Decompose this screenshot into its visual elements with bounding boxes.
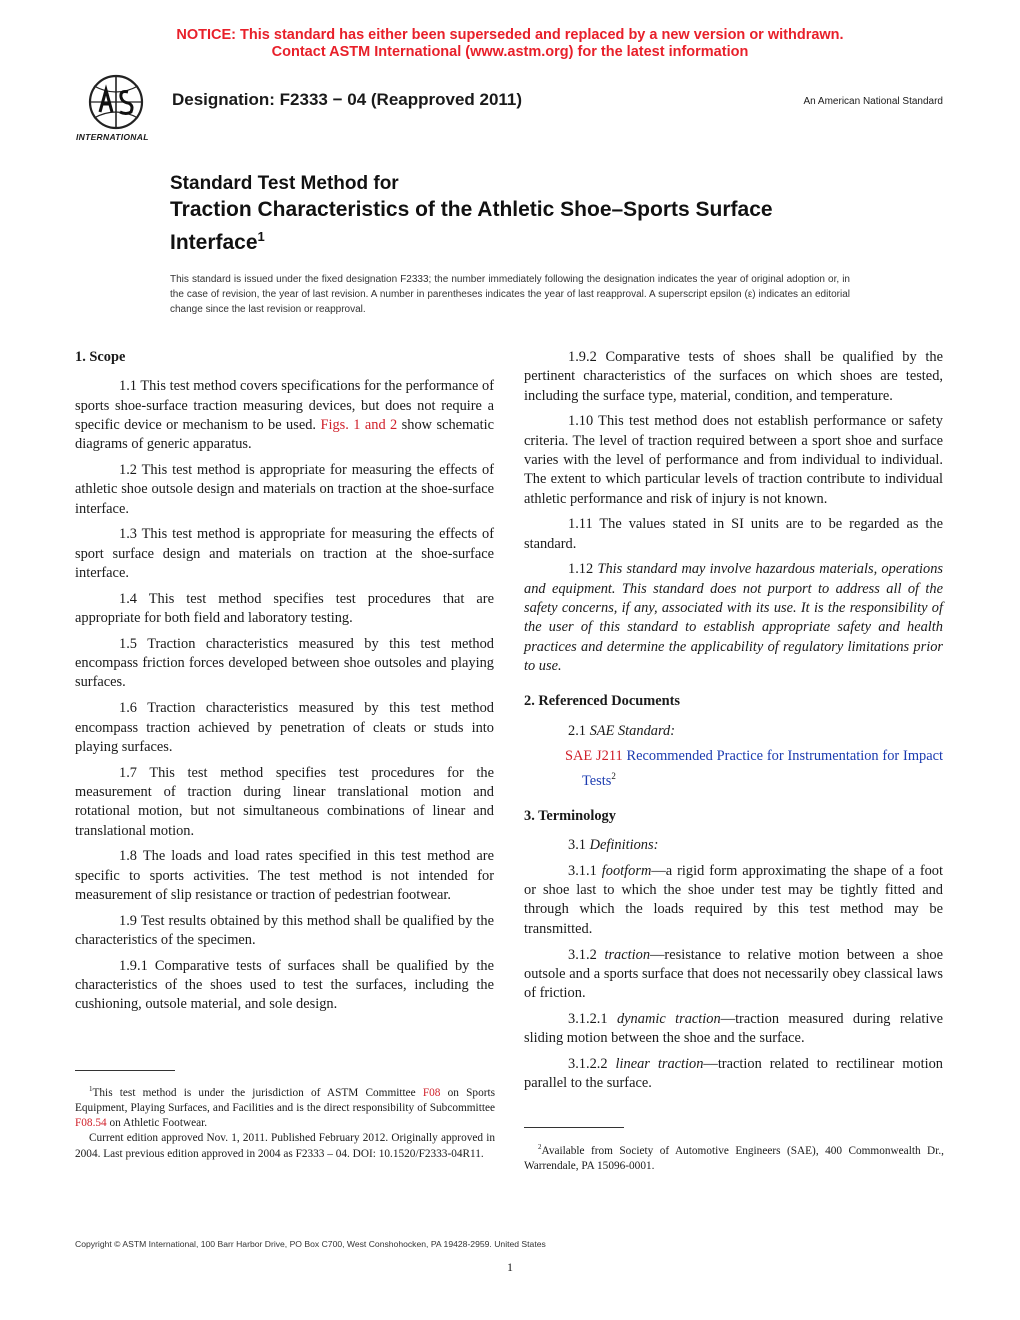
section-heading-referenced-documents: 2. Referenced Documents [524, 693, 680, 710]
title-footnote-mark: 1 [257, 229, 265, 244]
figs-link[interactable]: Figs. 1 and 2 [320, 416, 398, 433]
left-column [75, 348, 494, 1021]
designation: Designation: F2333 − 04 (Reapproved 2011) [172, 90, 523, 109]
def-dynamic-traction: —traction measured during relative sliding motion between the shoe and the surface. [524, 1010, 943, 1047]
para-2-1-label: SAE Standard: [589, 722, 676, 739]
reference-sae-j211 [524, 747, 943, 790]
sae-code-link[interactable]: SAE J211 [565, 748, 623, 765]
footnote-2-para [524, 1140, 944, 1174]
para-3-1-num: 3.1 [568, 837, 586, 854]
para-3-1-2-1-num: 3.1.2.1 [568, 1010, 608, 1027]
para-1-1-tail: show schematic diagrams of generic apparatus. [75, 416, 494, 453]
section-heading-scope: 1. Scope [75, 349, 126, 365]
para-3-1-2-num: 3.1.2 [568, 946, 597, 963]
def-linear-traction: —traction related to rectilinear motion parallel to the surface. [524, 1056, 943, 1092]
sae-footnote-mark: 2 [611, 770, 616, 781]
para-1-9-1: 1.9.1 Comparative tests of surfaces shall be qualified by the characteristics of the shoes used to test the surfaces, including the cushioning, outsole material, and sole design. [75, 957, 494, 1013]
para-3-1-2-1 [524, 1010, 943, 1049]
title-line-1: Standard Test Method for [170, 173, 399, 194]
para-1-3: 1.3 This test method is appropriate for measuring the effects of sport surface design and materials on traction at the shoe-surface interface. [75, 526, 494, 581]
para-1-1-text: 1.1 This test method covers specifications for the performance of sports shoe-surface traction measuring devices, but does not require a specific device or mechanism to be used. [75, 378, 494, 433]
def-footform: —a rigid form approximating the shape of a foot or shoe last to which the shoe under test may be tightly fitted and through which the loads required by this test method may be transmitted. [524, 862, 943, 937]
intro-paragraph: This standard is issued under the fixed designation F2333; the number immediately following the designation indicates the year of original adoption or, in the case of revision, the year of last revision. A number in parentheses indicates the year of last reapproval. A superscript epsilon (ε) indicates an editorial change since the last revision or reapproval. [170, 274, 850, 315]
notice-line-2: Contact ASTM International (www.astm.org) for the latest information [271, 44, 749, 60]
para-3-1-2-2-num: 3.1.2.2 [568, 1056, 608, 1072]
american-national-standard: An American National Standard [803, 96, 943, 107]
notice-line-1: NOTICE: This standard has either been superseded and replaced by a new version or withdrawn. [176, 27, 844, 43]
para-1-12-text: This standard may involve hazardous materials, operations and equipment. This standard does not purport to address all of the safety concerns, if any, associated with its use. It is the responsibility of the user of this standard to establish appropriate safety and health practices and determine the applicability of regulatory limitations prior to use. [524, 561, 943, 674]
footnote-1-text-b: on Sports Equipment, Playing Surfaces, and Facilities and is the direct responsibility of Subcommittee [75, 1086, 496, 1114]
right-column [524, 348, 943, 1100]
footnote-1-text-c: on Athletic Footwear. [109, 1117, 208, 1130]
sae-title-link[interactable]: Recommended Practice for Instrumentation for Impact Tests [582, 748, 944, 789]
para-3-1 [524, 836, 943, 855]
footnote-1-text-a: This test method is under the jurisdiction of ASTM Committee [92, 1086, 416, 1099]
para-3-1-label: Definitions: [589, 837, 659, 854]
footnote-2 [524, 1140, 944, 1174]
title-line-2: Traction Characteristics of the Athletic Shoe–Sports Surface [170, 198, 773, 221]
para-1-11: 1.11 The values stated in SI units are to be regarded as the standard. [524, 516, 943, 552]
para-1-6: 1.6 Traction characteristics measured by this test method encompass traction achieved by penetration of cleats or studs into playing surfaces. [75, 700, 494, 755]
title-line-3-text: Interface [170, 231, 258, 254]
logo-international-text: INTERNATIONAL [76, 132, 149, 142]
term-linear-traction: linear traction [615, 1056, 704, 1072]
def-traction: —resistance to relative motion between a shoe outsole and a sports surface that does not necessarily obey classical laws of friction. [524, 946, 943, 1002]
footnote-1-para-2: Current edition approved Nov. 1, 2011. Published February 2012. Originally approved in 2004. Last previous edition approved in 2004 as F2333 – 04. DOI: 10.1520/F2333-04R11. [75, 1132, 495, 1160]
committee-f08-link[interactable]: F08 [422, 1086, 441, 1099]
term-traction: traction [604, 946, 651, 963]
para-1-5: 1.5 Traction characteristics measured by this test method encompass friction forces developed between shoe outsoles and playing surfaces. [75, 635, 494, 691]
term-dynamic-traction: dynamic traction [616, 1010, 721, 1027]
para-3-1-2-2 [524, 1055, 943, 1094]
para-3-1-1-num: 3.1.1 [568, 862, 597, 879]
page-number: 1 [507, 1260, 513, 1274]
footnote-1 [75, 1082, 495, 1162]
footnote-1-mark: 1 [89, 1085, 93, 1093]
copyright-line: Copyright © ASTM International, 100 Barr Harbor Drive, PO Box C700, West Conshohocken, PA 19428-2959. United States [75, 1239, 546, 1249]
para-1-2: 1.2 This test method is appropriate for measuring the effects of athletic shoe outsole design and materials on traction at the shoe-surface interface. [75, 461, 494, 517]
footnote-2-text: Available from Society of Automotive Engineers (SAE), 400 Commonwealth Dr., Warrendale, PA 15096-0001. [524, 1144, 944, 1172]
para-3-1-2 [524, 946, 943, 1004]
footnote-divider-left [75, 1070, 175, 1071]
para-1-8: 1.8 The loads and load rates specified in this test method are specific to sports activities. The test method is not intended for measurement of slip resistance or traction of pedestrian footwear. [75, 848, 494, 903]
para-1-12 [524, 560, 943, 676]
para-1-12-num: 1.12 [568, 561, 594, 578]
para-3-1-1 [524, 862, 943, 939]
para-1-9: 1.9 Test results obtained by this method shall be qualified by the characteristics of the specimen. [75, 912, 494, 949]
footnote-divider-right [524, 1127, 624, 1128]
document-title [170, 172, 870, 256]
astm-logo [70, 72, 162, 144]
withdrawal-notice [0, 27, 1020, 61]
para-1-4: 1.4 This test method specifies test procedures that are appropriate for both field and laboratory testing. [75, 590, 494, 627]
para-1-7: 1.7 This test method specifies test procedures for the measurement of traction during linear translational motion and rotational motion, but not simultaneous combinations of linear and translational motion. [75, 764, 494, 839]
section-heading-terminology: 3. Terminology [524, 807, 616, 824]
para-2-1 [524, 722, 943, 741]
para-2-1-num: 2.1 [568, 722, 586, 739]
para-1-10: 1.10 This test method does not establish performance or safety criteria. The level of traction required between a sport shoe and surface varies with the level of performance and from individual to individual. The extent to which particular levels of traction contribute to individual athletic performance and risk of injury is not known. [524, 413, 943, 507]
subcommittee-f08-54-link[interactable]: F08.54 [75, 1117, 107, 1130]
title-line-3 [170, 223, 870, 256]
para-1-9-2: 1.9.2 Comparative tests of shoes shall be qualified by the pertinent characteristics of the surfaces on which shoes are tested, including the surface type, material, condition, and temperature. [524, 349, 943, 404]
footnote-2-mark: 2 [538, 1143, 542, 1151]
term-footform: footform [601, 862, 652, 879]
footnote-1-para-1 [75, 1082, 495, 1131]
para-1-1 [75, 377, 494, 454]
